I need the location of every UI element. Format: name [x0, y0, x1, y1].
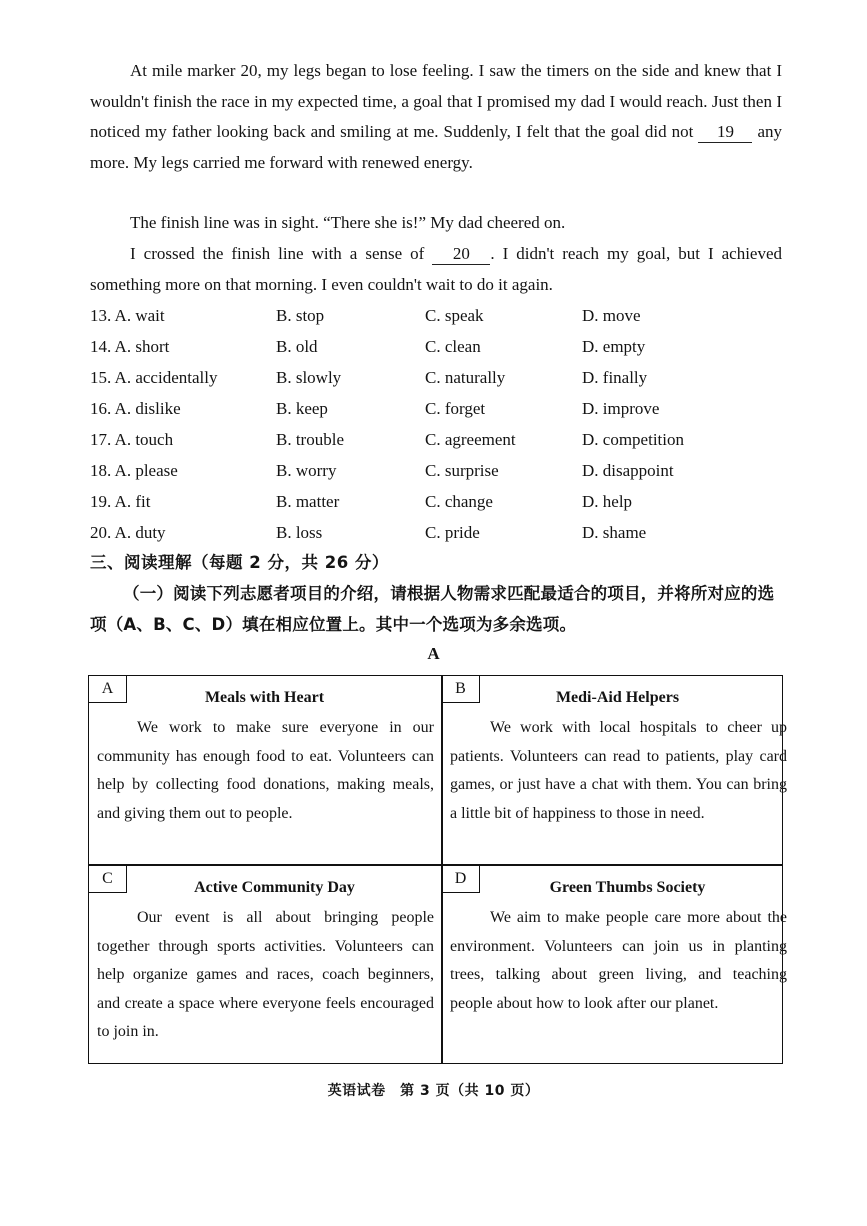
option-c: C. speak — [425, 306, 484, 325]
option-a: 16. A. dislike — [90, 399, 181, 418]
passage-text: The finish line was in sight. “There she is!” My dad cheered on. — [130, 213, 566, 232]
option-c: C. surprise — [425, 461, 499, 480]
option-a: 17. A. touch — [90, 430, 174, 449]
question-18 — [90, 455, 790, 486]
blank-19: 19 — [698, 122, 752, 143]
option-a: 13. A. wait — [90, 306, 165, 325]
option-a: 20. A. duty — [90, 523, 166, 542]
project-letter: B — [442, 676, 480, 703]
project-title: Meals with Heart — [204, 689, 325, 706]
question-17 — [90, 424, 790, 455]
option-c: C. change — [425, 492, 493, 511]
passage-paragraph-1 — [90, 56, 782, 178]
project-title: Medi-Aid Helpers — [555, 689, 680, 706]
option-b: B. trouble — [276, 430, 344, 449]
question-13 — [90, 300, 790, 331]
option-a: 15. A. accidentally — [90, 368, 218, 387]
option-b: B. slowly — [276, 368, 342, 387]
option-c: C. naturally — [425, 368, 506, 387]
project-letter: D — [442, 866, 480, 893]
passage-text: I crossed the finish line with a sense of — [130, 244, 425, 263]
option-b: B. worry — [276, 461, 337, 480]
option-d: D. help — [582, 492, 633, 511]
option-a: 14. A. short — [90, 337, 170, 356]
passage-text: At mile marker 20, my legs began to lose feeling. I saw the timers on the side and knew that I wouldn't finish the race in my expected time, a goal that I promised my dad I would reach. Just then I noticed my father looking back and smiling at me. Suddenly, I felt that the goal did not — [90, 61, 782, 141]
option-b: B. stop — [276, 306, 325, 325]
project-description: Our event is all about bringing people together through sports activities. Volunteers can help organize games and races, coach beginners, and create a space where everyone feels encouraged to join in. — [97, 909, 434, 1041]
option-c: C. agreement — [425, 430, 516, 449]
projects-table — [88, 675, 787, 1064]
passage-paragraph-3 — [90, 239, 782, 300]
option-b: B. keep — [276, 399, 328, 418]
section-title: 三、阅读理解（每题 2 分，共 26 分） — [90, 553, 389, 572]
option-d: D. competition — [582, 430, 684, 449]
question-14 — [90, 331, 790, 362]
question-15 — [90, 362, 790, 393]
question-19 — [90, 486, 790, 517]
option-a: 19. A. fit — [90, 492, 151, 511]
option-c: C. pride — [425, 523, 480, 542]
passage-label: A — [427, 644, 440, 663]
option-d: D. finally — [582, 368, 648, 387]
option-d: D. move — [582, 306, 641, 325]
option-a: 18. A. please — [90, 461, 178, 480]
project-letter: C — [89, 866, 127, 893]
blank-20: 20 — [432, 244, 490, 265]
passage-paragraph-2 — [90, 208, 782, 239]
section-instruction: （一）阅读下列志愿者项目的介绍，请根据人物需求匹配最适合的项目，并将所对应的选项（A、B、C、D）填在相应位置上。其中一个选项为多余选项。 — [90, 584, 775, 634]
project-description: We work to make sure everyone in our community has enough food to eat. Volunteers can help by collecting food donations, making meals, and giving them out to people. — [97, 719, 434, 822]
option-d: D. improve — [582, 399, 660, 418]
option-b: B. matter — [276, 492, 340, 511]
question-20 — [90, 517, 790, 548]
option-b: B. loss — [276, 523, 323, 542]
passage-text: any more. My legs carried me forward with renewed energy. — [90, 122, 783, 172]
passage-text: . I didn't reach my goal, but I achieved something more on that morning. I even couldn't wait to do it again. — [90, 244, 783, 294]
project-title: Green Thumbs Society — [549, 879, 706, 896]
table-divider — [89, 864, 782, 866]
option-b: B. old — [276, 337, 318, 356]
question-16 — [90, 393, 790, 424]
option-d: D. disappoint — [582, 461, 674, 480]
project-description: We aim to make people care more about the environment. Volunteers can join us in planting trees, talking about green living, and teaching people about how to look after our planet. — [450, 909, 787, 1012]
project-letter: A — [89, 676, 127, 703]
project-description: We work with local hospitals to cheer up patients. Volunteers can read to patients, play card games, or just have a chat with them. You can bring a little bit of happiness to those in need. — [450, 719, 787, 822]
option-c: C. clean — [425, 337, 481, 356]
page-footer: 英语试卷 第 3 页（共 10 页） — [327, 1083, 540, 1099]
option-d: D. shame — [582, 523, 647, 542]
option-d: D. empty — [582, 337, 646, 356]
option-c: C. forget — [425, 399, 486, 418]
project-title: Active Community Day — [194, 879, 355, 896]
